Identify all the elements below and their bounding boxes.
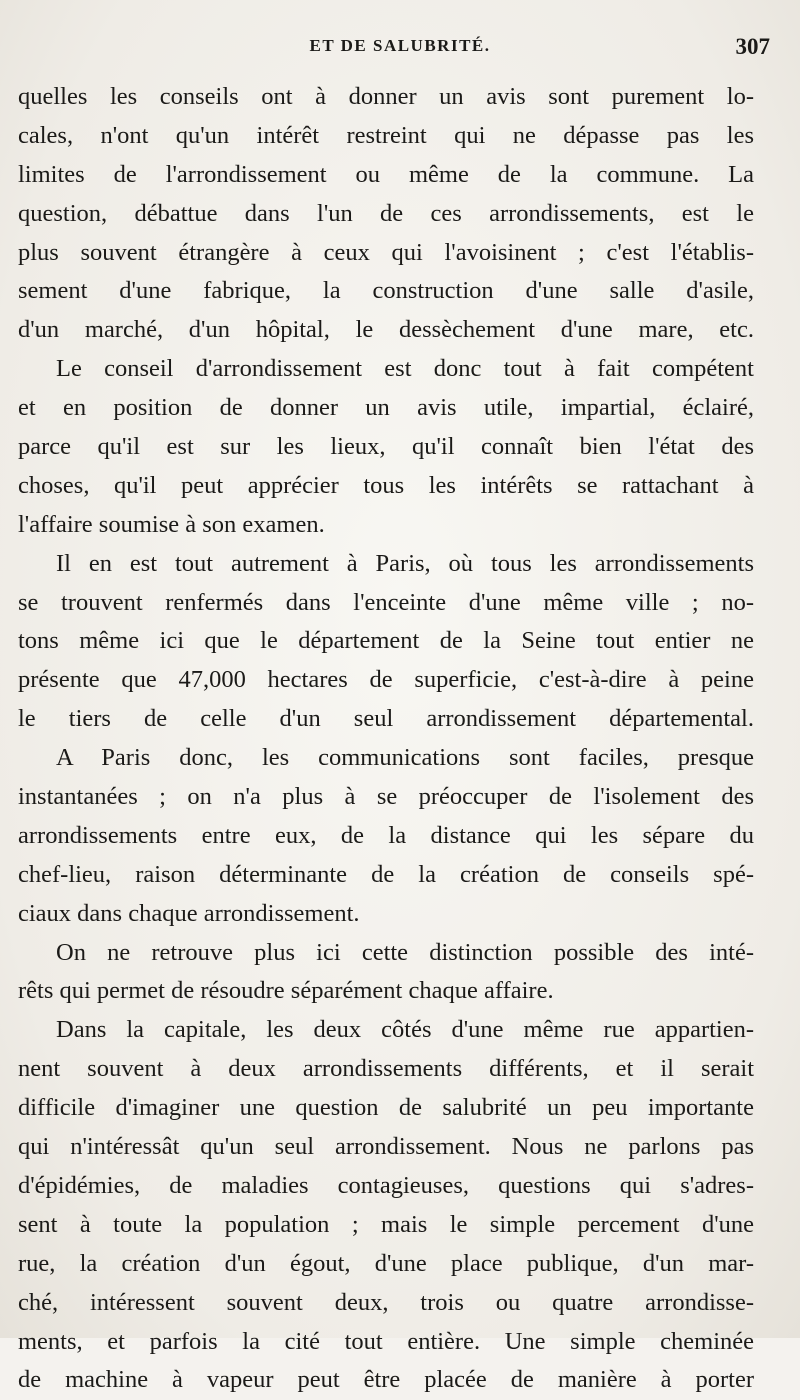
- text-line: ché, intéressent souvent deux, trois ou quatre arrondisse-: [18, 1288, 754, 1316]
- text-line: d'épidémies, de maladies contagieuses, questions qui s'adres-: [18, 1171, 754, 1199]
- text-line: question, débattue dans l'un de ces arrondissements, est le: [18, 199, 754, 227]
- text-line: nent souvent à deux arrondissements différents, et il serait: [18, 1055, 754, 1083]
- text-line: chef-lieu, raison déterminante de la création de conseils spé-: [18, 860, 754, 888]
- text-line: instantanées ; on n'a plus à se préoccuper de l'isolement des: [18, 783, 754, 811]
- text-line: arrondissements entre eux, de la distance qui les sépare du: [18, 821, 754, 849]
- text-line: présente que 47,000 hectares de superficie, c'est-à-dire à peine: [18, 666, 754, 694]
- text-body: [18, 78, 754, 1400]
- text-line: se trouvent renfermés dans l'enceinte d'une même ville ; no-: [18, 588, 754, 616]
- text-line: On ne retrouve plus ici cette distinction possible des inté-: [56, 938, 754, 966]
- text-line: choses, qu'il peut apprécier tous les intérêts se rattachant à: [18, 471, 754, 499]
- text-line: et en position de donner un avis utile, impartial, éclairé,: [18, 394, 754, 422]
- text-line: limites de l'arrondissement ou même de la commune. La: [18, 160, 754, 188]
- page-number: 307: [735, 34, 770, 59]
- text-line: quelles les conseils ont à donner un avis sont purement lo-: [18, 83, 754, 110]
- text-line: l'affaire soumise à son examen.: [18, 510, 325, 538]
- text-line: plus souvent étrangère à ceux qui l'avoisinent ; c'est l'établis-: [18, 238, 754, 266]
- text-line: tons même ici que le département de la Seine tout entier ne: [18, 627, 754, 655]
- text-line: parce qu'il est sur les lieux, qu'il connaît bien l'état des: [18, 433, 754, 461]
- text-line: rêts qui permet de résoudre séparément chaque affaire.: [18, 977, 554, 1005]
- text-line: cales, n'ont qu'un intérêt restreint qui ne dépasse pas les: [18, 121, 754, 149]
- text-line: sement d'une fabrique, la construction d'une salle d'asile,: [18, 277, 754, 305]
- running-title: ET DE SALUBRITÉ.: [309, 36, 491, 55]
- text-line: Le conseil d'arrondissement est donc tout à fait compétent: [56, 355, 754, 383]
- text-line: ments, et parfois la cité tout entière. Une simple cheminée: [18, 1327, 754, 1355]
- text-line: Il en est tout autrement à Paris, où tous les arrondissements: [56, 549, 754, 577]
- text-line: qui n'intéressât qu'un seul arrondissement. Nous ne parlons pas: [18, 1133, 754, 1161]
- text-line: Dans la capitale, les deux côtés d'une même rue appartien-: [56, 1016, 754, 1044]
- text-line: ciaux dans chaque arrondissement.: [18, 899, 360, 927]
- text-line: rue, la création d'un égout, d'une place publique, d'un mar-: [18, 1249, 754, 1277]
- text-line: le tiers de celle d'un seul arrondissement départemental.: [18, 705, 754, 733]
- running-head: [0, 34, 800, 64]
- text-line: de machine à vapeur peut être placée de manière à porter: [18, 1366, 754, 1394]
- text-line: sent à toute la population ; mais le simple percement d'une: [18, 1210, 754, 1238]
- text-line: A Paris donc, les communications sont faciles, presque: [56, 744, 754, 772]
- text-line: difficile d'imaginer une question de salubrité un peu importante: [18, 1094, 754, 1122]
- text-line: d'un marché, d'un hôpital, le dessèchement d'une mare, etc.: [18, 316, 754, 344]
